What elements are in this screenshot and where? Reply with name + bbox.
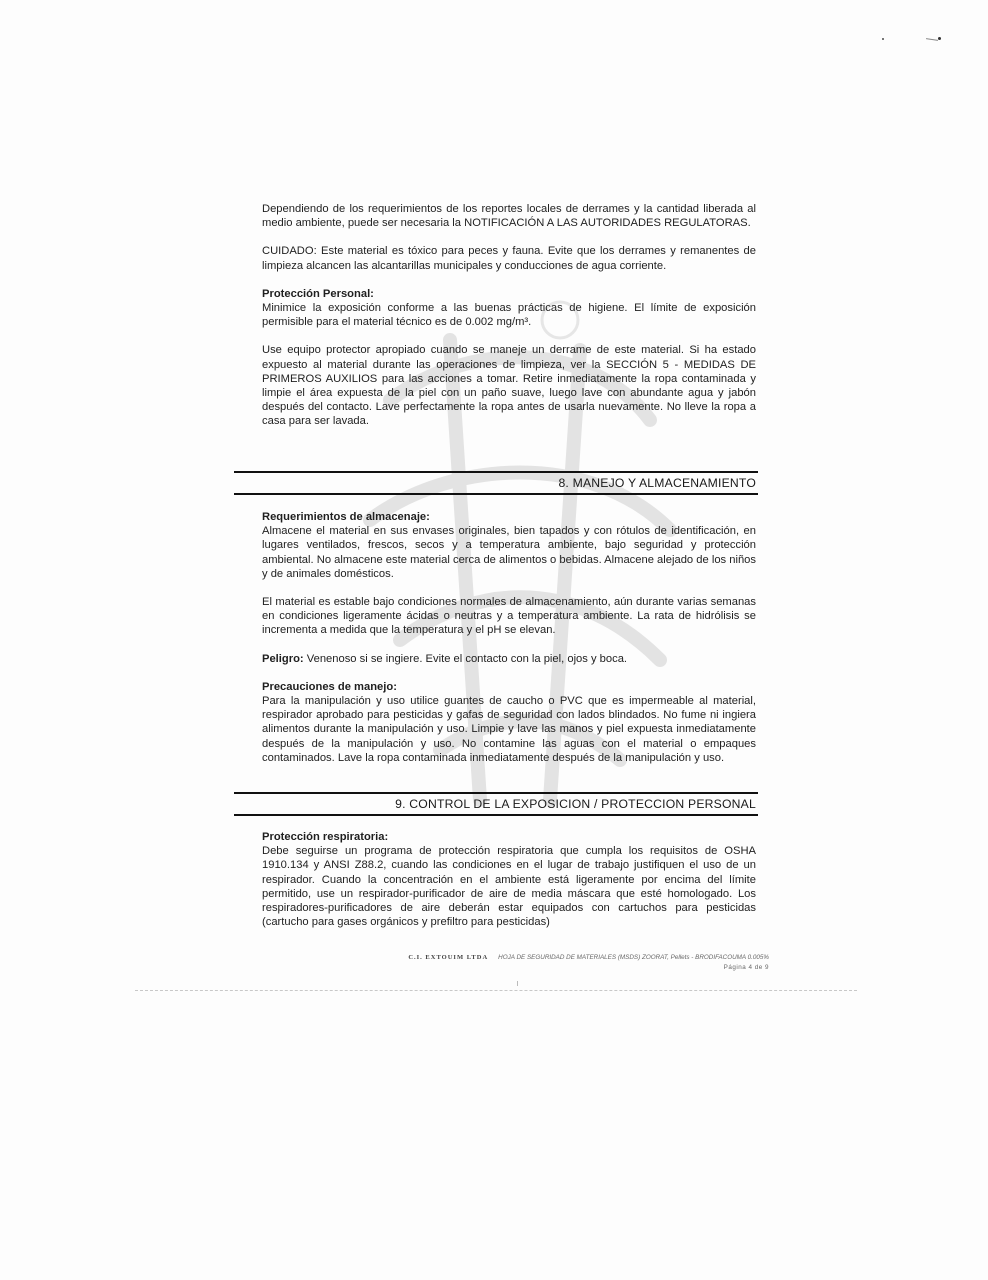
scan-speck: [926, 38, 938, 41]
personal-protection-heading: Protección Personal:: [262, 287, 374, 300]
storage-text: Almacene el material en sus envases originales, bien tapados y con rótulos de identificación, en lugares ventilados, frescos, secos y a temperatura ambiente, bajo seguridad y protección ambiental. No almacene este material cerca de alimentos o bebidas. Almacene alejado de los niños y de animales domésticos.: [262, 525, 756, 580]
personal-protection-text: Minimice la exposición conforme a las buenas prácticas de higiene. El límite de exposición permisible para el material técnico es de 0.002 mg/m³.: [262, 302, 756, 329]
danger-paragraph: [262, 652, 756, 666]
scan-speck: [517, 981, 518, 986]
document-body: [262, 202, 756, 429]
page-bottom-rule: [135, 990, 857, 991]
footer-company: C.I. EXTOUIM LTDA: [408, 954, 489, 961]
caution-paragraph: CUIDADO: Este material es tóxico para peces y fauna. Evite que los derrames y remanentes de limpieza alcancen las alcantarillas municipales y conducciones de agua corriente.: [262, 245, 756, 272]
handling-text: Para la manipulación y uso utilice guantes de caucho o PVC que es impermeable al material, respirador aprobado para pesticidas y gafas de seguridad con lados blindados. No fume ni ingiera alimentos durante la manipulación y uso. Limpie y lave las manos y piel expuesta inmediatamente después de la manipulación y uso. No contamine las aguas con el material o empaques contaminados. Lave la ropa contaminada inmediatamente después de la manipulación y uso.: [262, 695, 756, 764]
personal-protection-block: [262, 287, 756, 330]
page-footer: [355, 954, 769, 971]
danger-label: Peligro:: [262, 652, 304, 665]
respiratory-heading: Protección respiratoria:: [262, 831, 389, 843]
section-rule-bottom: [234, 493, 758, 495]
danger-text: Venenoso si se ingiere. Evite el contacto con la piel, ojos y boca.: [303, 652, 628, 665]
section-9-header: [234, 792, 758, 816]
respiratory-text: Debe seguirse un programa de protección respiratoria que cumpla los requisitos de OSHA 1910.134 y ANSI Z88.2, cuando las condiciones en el lugar de trabajo justifiquen el uso de un respirador. Cuando la concentración en el ambiente está ligeramente por encima del límite permitido, use un respirador-purificador de aire de media máscara que esté homologado. Los respiradores-purificadores de aire deberán estar equipados con cartuchos para pesticidas (cartucho para gases orgánicos y prefiltro para pesticidas): [262, 845, 756, 929]
footer-page-number: Página 4 de 9: [723, 964, 769, 971]
section-8-body: [262, 510, 756, 765]
spill-protection-paragraph: Use equipo protector apropiado cuando se maneje un derrame de este material. Si ha estado expuesto al material durante las operaciones de limpieza, ver la SECCIÓN 5 - MEDIDAS DE PRIMEROS AUXILIOS para las acciones a tomar. Retire inmediatamente la ropa contaminada y limpie el área expuesta de la piel con un paño suave, luego lave con abundante agua y jabón después del contacto. Lave perfectamente la ropa antes de usarla nuevamente. No lleve la ropa a casa para ser lavada.: [262, 344, 756, 428]
handling-heading: Precauciones de manejo:: [262, 680, 397, 693]
handling-block: [262, 680, 756, 765]
section-9-body: [262, 830, 756, 929]
section-9-title: 9. CONTROL DE LA EXPOSICION / PROTECCION PERSONAL: [395, 797, 756, 811]
footer-doc-title: HOJA DE SEGURIDAD DE MATERIALES (MSDS) ZOORAT, Pellets - BRODIFACOUMA 0.005%: [498, 954, 769, 961]
scan-speck: [938, 37, 941, 40]
section-8-title: 8. MANEJO Y ALMACENAMIENTO: [558, 476, 756, 490]
storage-block: [262, 510, 756, 581]
section-rule-bottom: [234, 814, 758, 816]
scan-speck: [882, 38, 884, 40]
stability-text: El material es estable bajo condiciones normales de almacenamiento, aún durante varias semanas en condiciones ligeramente ácidas o neutras y a temperatura ambiente. La rata de hidrólisis se incrementa a medida que la temperatura y el pH se elevan.: [262, 596, 756, 637]
section-8-header: [234, 471, 758, 495]
notification-paragraph: Dependiendo de los requerimientos de los reportes locales de derrames y la cantidad liberada al medio ambiente, puede ser necesaria la NOTIFICACIÓN A LAS AUTORIDADES REGULATORAS.: [262, 203, 756, 230]
storage-heading: Requerimientos de almacenaje:: [262, 511, 430, 523]
footer-line: [355, 954, 769, 961]
